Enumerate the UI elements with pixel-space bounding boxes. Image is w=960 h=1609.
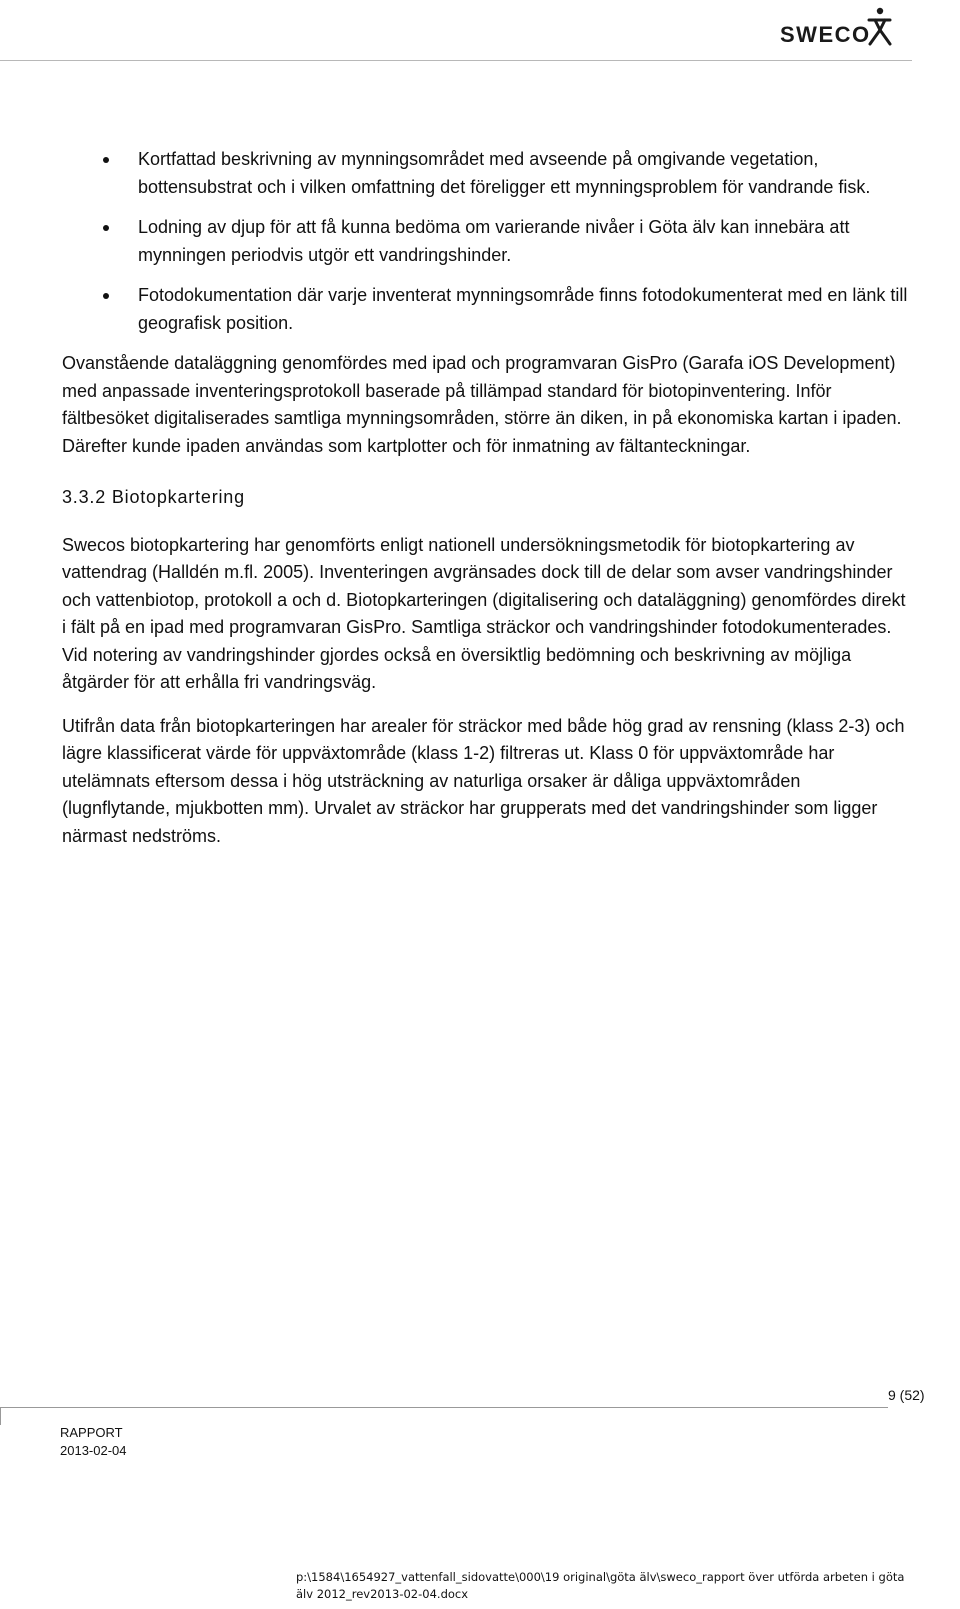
list-item-text: Kortfattad beskrivning av mynningsområdet med avseende på omgivande vegetation, bottensubstrat och i vilken omfattning det föreligger ett mynningsproblem för vandrande fisk. xyxy=(138,149,871,197)
logo-wordmark: SWECO xyxy=(780,22,871,47)
list-item xyxy=(62,214,912,269)
footer-divider-tick xyxy=(0,1407,1,1425)
paragraph-filtering: Utifrån data från biotopkarteringen har arealer för sträckor med både hög grad av rensning (klass 2-3) och lägre klassificerat värde för uppväxtområde (klass 1-2) filtreras ut. Klass 0 för uppväxtområde har utelämnats eftersom dessa i hög utsträckning av naturliga orsaker är dåliga uppväxtområden (lugnflytande, mjukbotten mm). Urvalet av sträckor har grupperats med det vandringshinder som ligger närmast nedströms. xyxy=(62,715,905,846)
page-number: 9 (52) xyxy=(888,1387,925,1403)
list-item-text: Lodning av djup för att få kunna bedöma om varierande nivåer i Göta älv kan innebära att mynningen periodvis utgör ett vandringshinder. xyxy=(138,217,850,265)
header-divider xyxy=(0,60,912,61)
list-item-text: Fotodokumentation där varje inventerat mynningsområde finns fotodokumenterat med en länk till geografisk position. xyxy=(138,285,908,333)
bullet-icon xyxy=(103,157,109,163)
list-item xyxy=(62,282,912,337)
paragraph-biotope-mapping: Swecos biotopkartering har genomförts enligt nationell undersökningsmetodik för biotopkartering av vattendrag (Halldén m.fl. 2005). Inventeringen avgränsades dock till de delar som avser vandringshinder och vattenbiotop, protokoll a och d. Biotopkarteringen (digitalisering och dataläggning) genomfördes direkt i fält på en ipad med programvaran GisPro. Samtliga sträckor och vandringshinder fotodokumenterades. Vid notering av vandringshinder gjordes också en översiktlig bedömning och beskrivning av möjliga åtgärder för att erhålla fri vandringsväg. xyxy=(62,534,906,692)
bullet-list xyxy=(62,146,912,337)
bullet-icon xyxy=(103,293,109,299)
file-path: p:\1584\1654927_vattenfall_sidovatte\000\19 original\göta älv\sweco_rapport över utförda arbeten i göta älv 2012_rev2013-02-04.docx xyxy=(296,1570,905,1601)
bullet-icon xyxy=(103,225,109,231)
paragraph-data-collection: Ovanstående dataläggning genomfördes med ipad och programvaran GisPro (Garafa iOS Development) med anpassade inventeringsprotokoll baserade på tillämpad standard för biotopinventering. Inför fältbesöket digitaliserades samtliga mynningsområden, större än diken, in på ekonomiska kartan i ipaden. Därefter kunde ipaden användas som kartplotter och för inmatning av fältanteckningar. xyxy=(62,353,902,456)
section-heading: 3.3.2 Biotopkartering xyxy=(62,487,245,507)
report-label: RAPPORT xyxy=(60,1425,123,1440)
footer-divider xyxy=(0,1407,888,1408)
list-item xyxy=(62,146,912,201)
sweco-figure-icon xyxy=(869,8,890,44)
sweco-logo xyxy=(780,6,910,52)
document-body xyxy=(62,146,912,866)
report-date: 2013-02-04 xyxy=(60,1443,127,1458)
